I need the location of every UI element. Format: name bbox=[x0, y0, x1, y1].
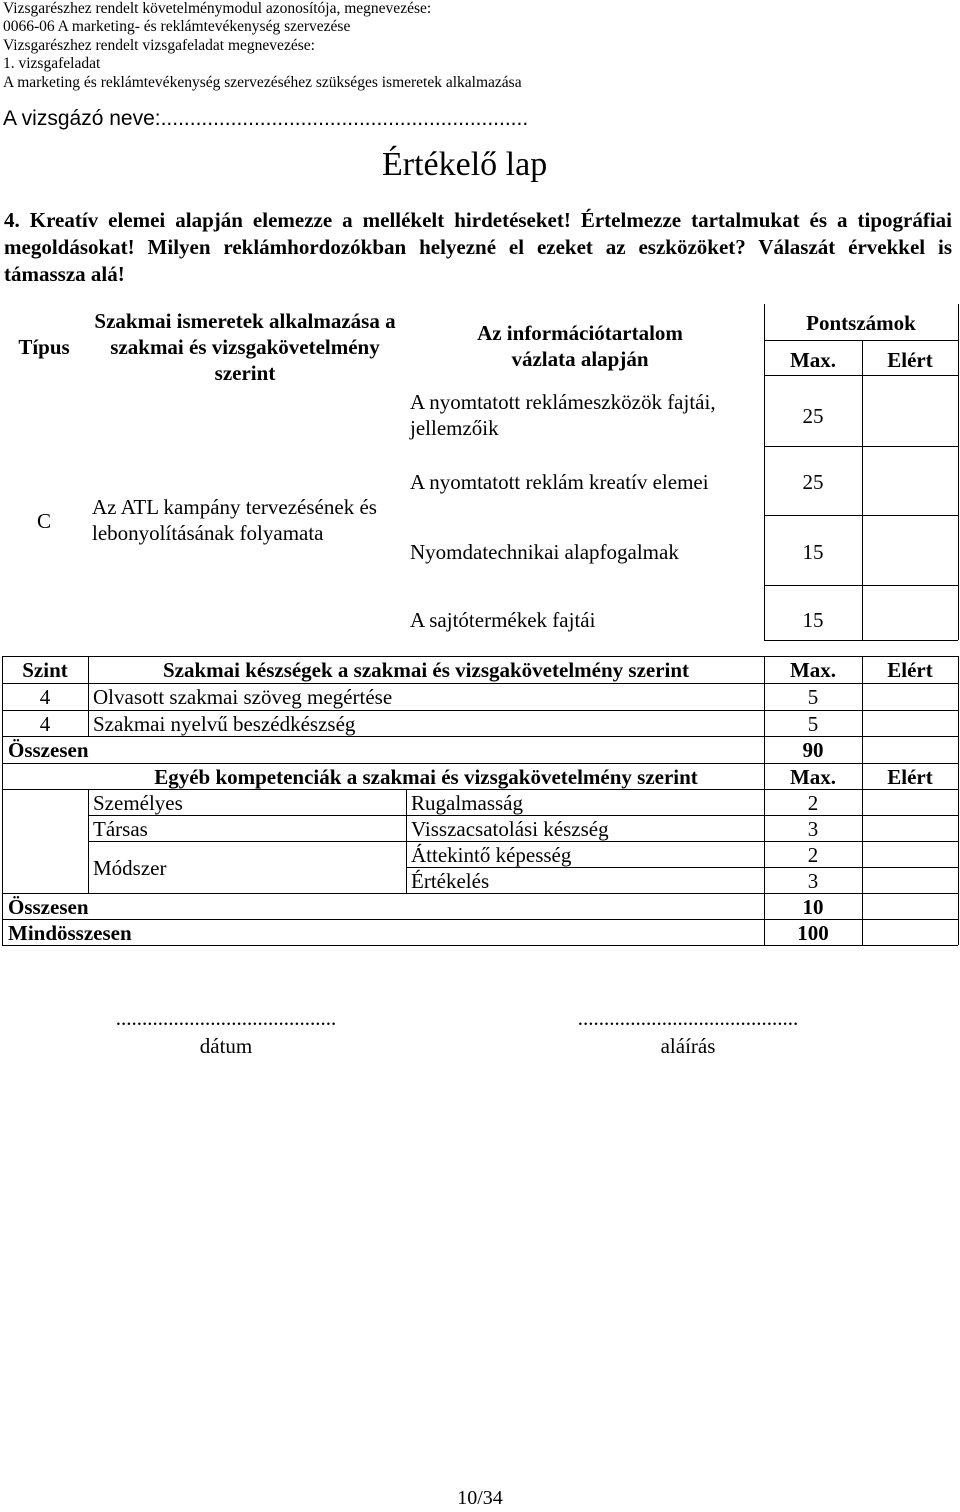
column-header-level: Szint bbox=[22, 658, 68, 682]
column-header-knowledge: Szakmai ismeretek alkalmazása a szakmai és vizsgakövetelmény szerint bbox=[94, 309, 396, 385]
competence-group: Személyes bbox=[93, 791, 183, 815]
header-task-label: Vizsgarészhez rendelt vizsgafeladat megnevezése: bbox=[3, 36, 315, 54]
header-module-label: Vizsgarészhez rendelt követelménymodul azonosítója, megnevezése: bbox=[3, 0, 432, 17]
table-rule bbox=[958, 656, 959, 945]
info-item: A nyomtatott reklám kreatív elemei bbox=[410, 470, 709, 494]
max-points: 25 bbox=[802, 404, 824, 428]
max-points: 3 bbox=[807, 869, 819, 893]
total-max: 10 bbox=[802, 895, 824, 919]
skill-name: Szakmai nyelvű beszédkészség bbox=[93, 712, 356, 736]
competence-item: Rugalmasság bbox=[411, 791, 523, 815]
table-rule bbox=[862, 340, 863, 640]
table-rule bbox=[764, 640, 958, 641]
knowledge-value: Az ATL kampány tervezésének és lebonyolításának folyamata bbox=[92, 495, 377, 545]
table-rule bbox=[764, 340, 958, 341]
column-header-achieved: Elért bbox=[887, 765, 933, 789]
column-header-achieved: Elért bbox=[887, 658, 933, 682]
competence-item: Visszacsatolási készség bbox=[411, 817, 609, 841]
competence-group: Módszer bbox=[93, 856, 167, 880]
column-header-info: Az információtartalom vázlata alapján bbox=[477, 321, 683, 371]
page-title: Értékelő lap bbox=[382, 146, 548, 183]
grand-total-label: Mindösszesen bbox=[8, 921, 132, 945]
column-header-competence: Egyéb kompetenciák a szakmai és vizsgakövetelmény szerint bbox=[154, 765, 698, 789]
column-header-points: Pontszámok bbox=[806, 311, 916, 335]
signature-block bbox=[548, 1004, 828, 1060]
table-rule bbox=[88, 789, 89, 893]
skill-level: 4 bbox=[39, 685, 51, 709]
header-task-name: A marketing és reklámtevékenység szervezéséhez szükséges ismeretek alkalmazása bbox=[3, 73, 522, 91]
candidate-name-line: A vizsgázó neve:............................................................... bbox=[3, 107, 529, 130]
max-points: 5 bbox=[807, 685, 819, 709]
max-points: 25 bbox=[802, 470, 824, 494]
skill-level: 4 bbox=[39, 712, 51, 736]
table-rule bbox=[764, 446, 958, 447]
total-label: Összesen bbox=[8, 738, 89, 762]
competence-item: Értékelés bbox=[411, 869, 490, 893]
total-max: 90 bbox=[802, 738, 824, 762]
table-rule bbox=[764, 515, 958, 516]
signature-dots: .......................................... bbox=[577, 1006, 799, 1030]
date-label: dátum bbox=[199, 1034, 253, 1058]
total-label: Összesen bbox=[8, 895, 89, 919]
competence-item: Áttekintő képesség bbox=[411, 843, 572, 867]
date-signature-block bbox=[86, 1004, 366, 1060]
date-dots: .......................................... bbox=[115, 1006, 337, 1030]
max-points: 15 bbox=[802, 540, 824, 564]
signature-label: aláírás bbox=[660, 1034, 716, 1058]
table-rule bbox=[958, 304, 959, 640]
header-task-number: 1. vizsgafeladat bbox=[3, 55, 101, 73]
header-module-name: 0066-06 A marketing- és reklámtevékenység szervezése bbox=[3, 18, 351, 36]
grand-total-max: 100 bbox=[797, 921, 829, 945]
page-number: 10/34 bbox=[457, 1487, 503, 1509]
column-header-achieved: Elért bbox=[887, 348, 933, 372]
column-header-type: Típus bbox=[18, 335, 70, 359]
column-header-max: Max. bbox=[789, 348, 837, 372]
competence-group: Társas bbox=[93, 817, 148, 841]
table-rule bbox=[764, 585, 958, 586]
type-value: C bbox=[36, 509, 51, 533]
info-item: Nyomdatechnikai alapfogalmak bbox=[410, 540, 679, 564]
max-points: 2 bbox=[807, 791, 819, 815]
column-header-max: Max. bbox=[789, 765, 837, 789]
task-description: 4. Kreatív elemei alapján elemezze a mellékelt hirdetéseket! Értelmezze tartalmukat és a tipográfiai megoldásokat! Milyen reklámhordozókban helyezné el ezeket az eszközöket? Válaszát érvekkel is támassza alá! bbox=[4, 208, 952, 286]
max-points: 5 bbox=[807, 712, 819, 736]
document-header bbox=[3, 0, 522, 92]
max-points: 15 bbox=[802, 608, 824, 632]
table-rule bbox=[406, 789, 407, 893]
info-item: A nyomtatott reklámeszközök fajtái, jellemzőik bbox=[410, 390, 716, 440]
table-rule bbox=[764, 375, 958, 376]
max-points: 3 bbox=[807, 817, 819, 841]
skill-name: Olvasott szakmai szöveg megértése bbox=[93, 685, 393, 709]
info-item: A sajtótermékek fajtái bbox=[410, 608, 596, 632]
table-rule bbox=[862, 656, 863, 945]
column-header-max: Max. bbox=[789, 658, 837, 682]
column-header-skills: Szakmai készségek a szakmai és vizsgakövetelmény szerint bbox=[162, 658, 690, 682]
max-points: 2 bbox=[807, 843, 819, 867]
